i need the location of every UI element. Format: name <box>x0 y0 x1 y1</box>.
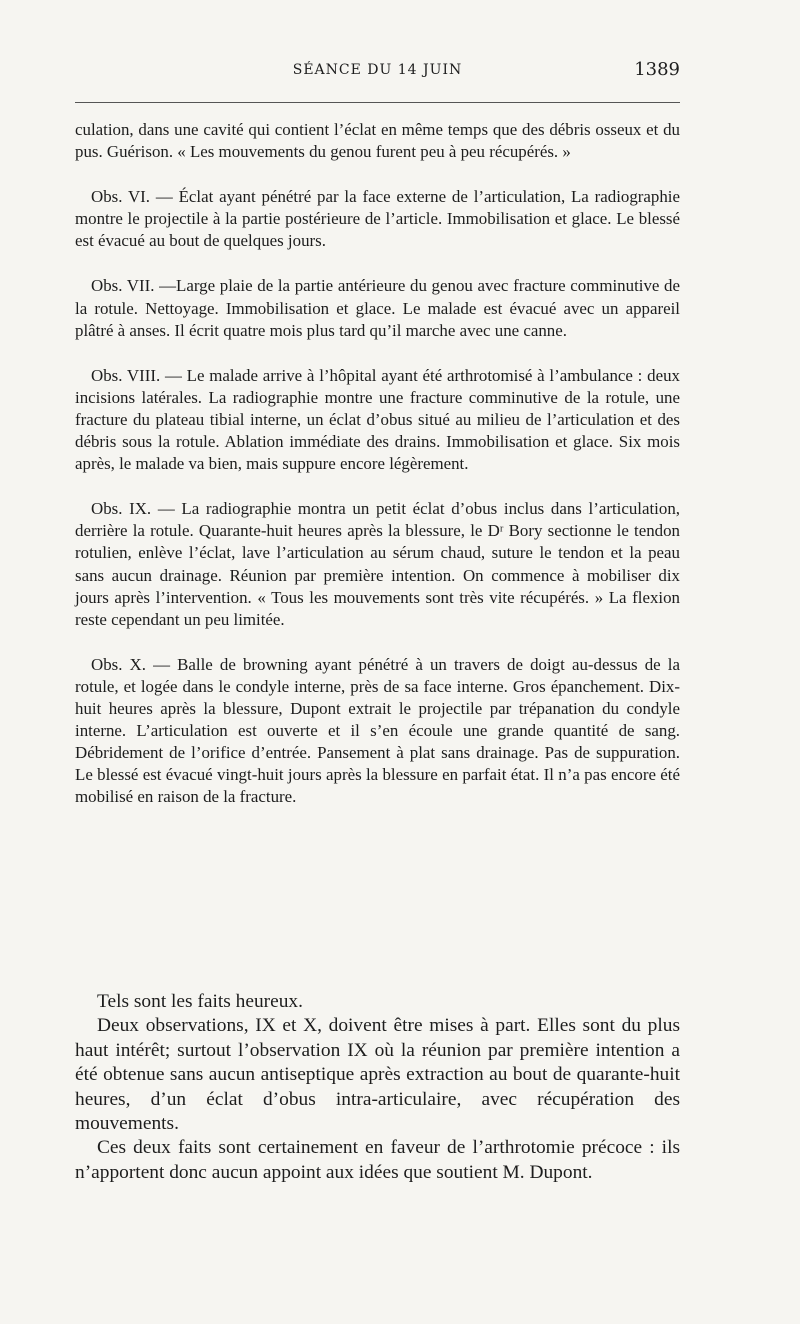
main-paragraph-3: Ces deux faits sont certainement en faveur de l’arthrotomie précoce : ils n’apportent donc aucun appoint aux idées que soutient M. Dupont. <box>75 1137 680 1183</box>
observation-viii: Obs. VIII. — Le malade arrive à l’hôpital ayant été arthrotomisé à l’ambulance : deux incisions latérales. La radiographie montre une fracture comminutive de la rotule, une fracture du plateau tibial interne, un éclat d’obus situé au milieu de l’articulation et des débris sous la rotule. Ablation immédiate des drains. Immobilisation et glace. Six mois après, le malade va bien, mais suppure encore légèrement. <box>75 365 680 474</box>
continued-paragraph: culation, dans une cavité qui contient l’éclat en même temps que des débris osseux et du pus. Guérison. « Les mouvements du genou furent peu à peu récupérés. » <box>75 120 680 162</box>
observations-section <box>75 119 680 831</box>
page-header <box>75 59 680 92</box>
observation-vi: Obs. VI. — Éclat ayant pénétré par la face externe de l’articulation, La radiographie montre le projectile à la partie postérieure de l’article. Immobilisation et glace. Le blessé est évacué au bout de quelques jours. <box>75 187 680 251</box>
main-paragraph-1: Tels sont les faits heureux. <box>97 991 303 1012</box>
page-number: 1389 <box>634 59 680 80</box>
header-rule <box>75 102 680 103</box>
observation-vii: Obs. VII. —Large plaie de la partie antérieure du genou avec fracture comminutive de la rotule. Nettoyage. Immobilisation et glace. Le malade est évacué avec un appareil plâtré à anses. Il écrit quatre mois plus tard qu’il marche avec une canne. <box>75 276 680 340</box>
observation-ix: Obs. IX. — La radiographie montra un petit éclat d’obus inclus dans l’articulation, derrière la rotule. Quarante-huit heures après la blessure, le Dʳ Bory sectionne le tendon rotulien, enlève l’éclat, lave l’articulation au sérum chaud, suture le tendon et la peau sans aucun drainage. Réunion par première intention. On commence à mobiliser dix jours après l’intervention. « Tous les mouvements sont très vite récupérés. » La flexion reste cependant un peu limitée. <box>75 499 680 629</box>
observation-x: Obs. X. — Balle de browning ayant pénétré à un travers de doigt au-dessus de la rotule, et logée dans le condyle interne, près de sa face interne. Gros épanchement. Dix-huit heures après la blessure, Dupont extrait le projectile par trépanation du condyle interne. L’articulation est ouverte et il s’en écoule une grande quantité de sang. Débridement de l’orifice d’entrée. Pansement à plat sans drainage. Pas de suppuration. Le blessé est évacué vingt-huit jours après la blessure en parfait état. Il n’a pas encore été mobilisé en raison de la fracture. <box>75 654 680 807</box>
main-text <box>75 990 680 1185</box>
main-paragraph-2: Deux observations, IX et X, doivent être mises à part. Elles sont du plus haut intérêt; surtout l’observation IX où la réunion par première intention a été obtenue sans aucun antiseptique après extraction au bout de quarante-huit heures, d’un éclat d’obus intra-articulaire, avec récupération des mouvements. <box>75 1015 680 1135</box>
running-title: SÉANCE DU 14 JUIN <box>292 62 463 78</box>
